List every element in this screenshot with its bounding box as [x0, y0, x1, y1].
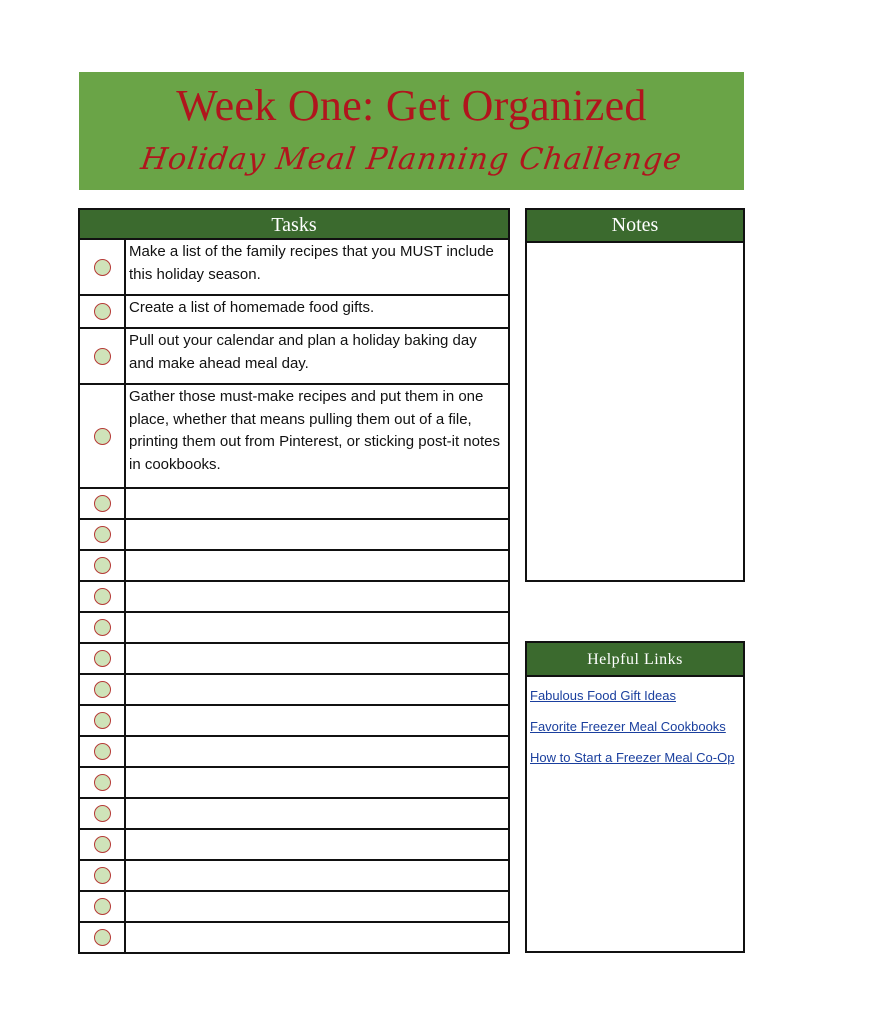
task-checkbox[interactable]	[94, 805, 111, 822]
task-text[interactable]	[126, 675, 508, 704]
task-text[interactable]: Pull out your calendar and plan a holiday baking day and make ahead meal day.	[129, 332, 477, 372]
task-checkbox-cell	[80, 240, 126, 294]
task-text[interactable]: Gather those must-make recipes and put them in one place, whether that means pulling them out of a file, printing them out from Pinterest, or sticking post-it notes in cookbooks.	[129, 388, 500, 473]
task-checkbox-cell	[80, 296, 126, 327]
title-banner	[79, 72, 744, 190]
task-checkbox[interactable]	[94, 259, 111, 276]
task-row	[78, 768, 510, 799]
task-text[interactable]	[126, 768, 508, 797]
page-title: Week One: Get Organized	[176, 81, 647, 130]
task-text[interactable]	[126, 489, 508, 518]
tasks-header: Tasks	[78, 208, 510, 240]
task-checkbox-cell	[80, 799, 126, 828]
task-checkbox[interactable]	[94, 650, 111, 667]
task-row	[78, 296, 510, 329]
task-checkbox-cell	[80, 737, 126, 766]
task-checkbox[interactable]	[94, 428, 111, 445]
link-freezer-meal-cookbooks[interactable]: Favorite Freezer Meal Cookbooks	[530, 719, 726, 734]
page-subtitle: Holiday Meal Planning Challenge	[138, 142, 685, 177]
task-row	[78, 613, 510, 644]
task-checkbox[interactable]	[94, 619, 111, 636]
task-checkbox[interactable]	[94, 898, 111, 915]
task-checkbox-cell	[80, 923, 126, 952]
task-checkbox-cell	[80, 706, 126, 735]
task-row	[78, 582, 510, 613]
task-checkbox[interactable]	[94, 526, 111, 543]
task-checkbox-cell	[80, 520, 126, 549]
task-row	[78, 923, 510, 954]
task-checkbox-cell	[80, 582, 126, 611]
task-row	[78, 799, 510, 830]
task-row	[78, 675, 510, 706]
task-checkbox-cell	[80, 892, 126, 921]
task-text[interactable]	[126, 923, 508, 952]
task-rows	[78, 240, 510, 954]
task-checkbox[interactable]	[94, 681, 111, 698]
task-text[interactable]: Create a list of homemade food gifts.	[129, 299, 375, 316]
helpful-links-panel	[525, 641, 745, 953]
task-row	[78, 385, 510, 489]
helpful-links-header: Helpful Links	[527, 643, 743, 677]
task-row	[78, 551, 510, 582]
task-checkbox[interactable]	[94, 495, 111, 512]
task-row	[78, 489, 510, 520]
task-checkbox-cell	[80, 613, 126, 642]
task-text[interactable]	[126, 644, 508, 673]
notes-panel	[525, 208, 745, 582]
task-text[interactable]	[126, 551, 508, 580]
task-checkbox[interactable]	[94, 929, 111, 946]
notes-area[interactable]	[527, 243, 743, 573]
task-row	[78, 329, 510, 385]
task-checkbox-cell	[80, 489, 126, 518]
task-checkbox-cell	[80, 551, 126, 580]
task-row	[78, 830, 510, 861]
task-checkbox-cell	[80, 329, 126, 383]
task-checkbox[interactable]	[94, 348, 111, 365]
task-row	[78, 520, 510, 551]
task-checkbox[interactable]	[94, 774, 111, 791]
task-text[interactable]	[126, 613, 508, 642]
link-food-gift-ideas[interactable]: Fabulous Food Gift Ideas	[530, 688, 676, 703]
task-row	[78, 240, 510, 296]
task-checkbox-cell	[80, 768, 126, 797]
task-text[interactable]	[126, 582, 508, 611]
task-checkbox-cell	[80, 830, 126, 859]
task-text[interactable]	[126, 520, 508, 549]
task-row	[78, 892, 510, 923]
task-row	[78, 737, 510, 768]
task-text[interactable]	[126, 799, 508, 828]
task-text[interactable]	[126, 830, 508, 859]
notes-header: Notes	[527, 210, 743, 243]
task-checkbox[interactable]	[94, 557, 111, 574]
task-checkbox-cell	[80, 675, 126, 704]
task-text[interactable]	[126, 892, 508, 921]
task-checkbox-cell	[80, 644, 126, 673]
task-checkbox[interactable]	[94, 867, 111, 884]
task-checkbox-cell	[80, 385, 126, 487]
task-row	[78, 861, 510, 892]
task-text[interactable]: Make a list of the family recipes that you MUST include this holiday season.	[129, 243, 494, 283]
task-checkbox[interactable]	[94, 743, 111, 760]
link-freezer-meal-co-op[interactable]: How to Start a Freezer Meal Co-Op	[530, 750, 735, 765]
tasks-table	[78, 208, 510, 954]
task-checkbox[interactable]	[94, 303, 111, 320]
task-checkbox-cell	[80, 861, 126, 890]
task-text[interactable]	[126, 861, 508, 890]
task-row	[78, 644, 510, 675]
task-text[interactable]	[126, 706, 508, 735]
task-checkbox[interactable]	[94, 836, 111, 853]
task-checkbox[interactable]	[94, 712, 111, 729]
task-row	[78, 706, 510, 737]
task-checkbox[interactable]	[94, 588, 111, 605]
task-text[interactable]	[126, 737, 508, 766]
